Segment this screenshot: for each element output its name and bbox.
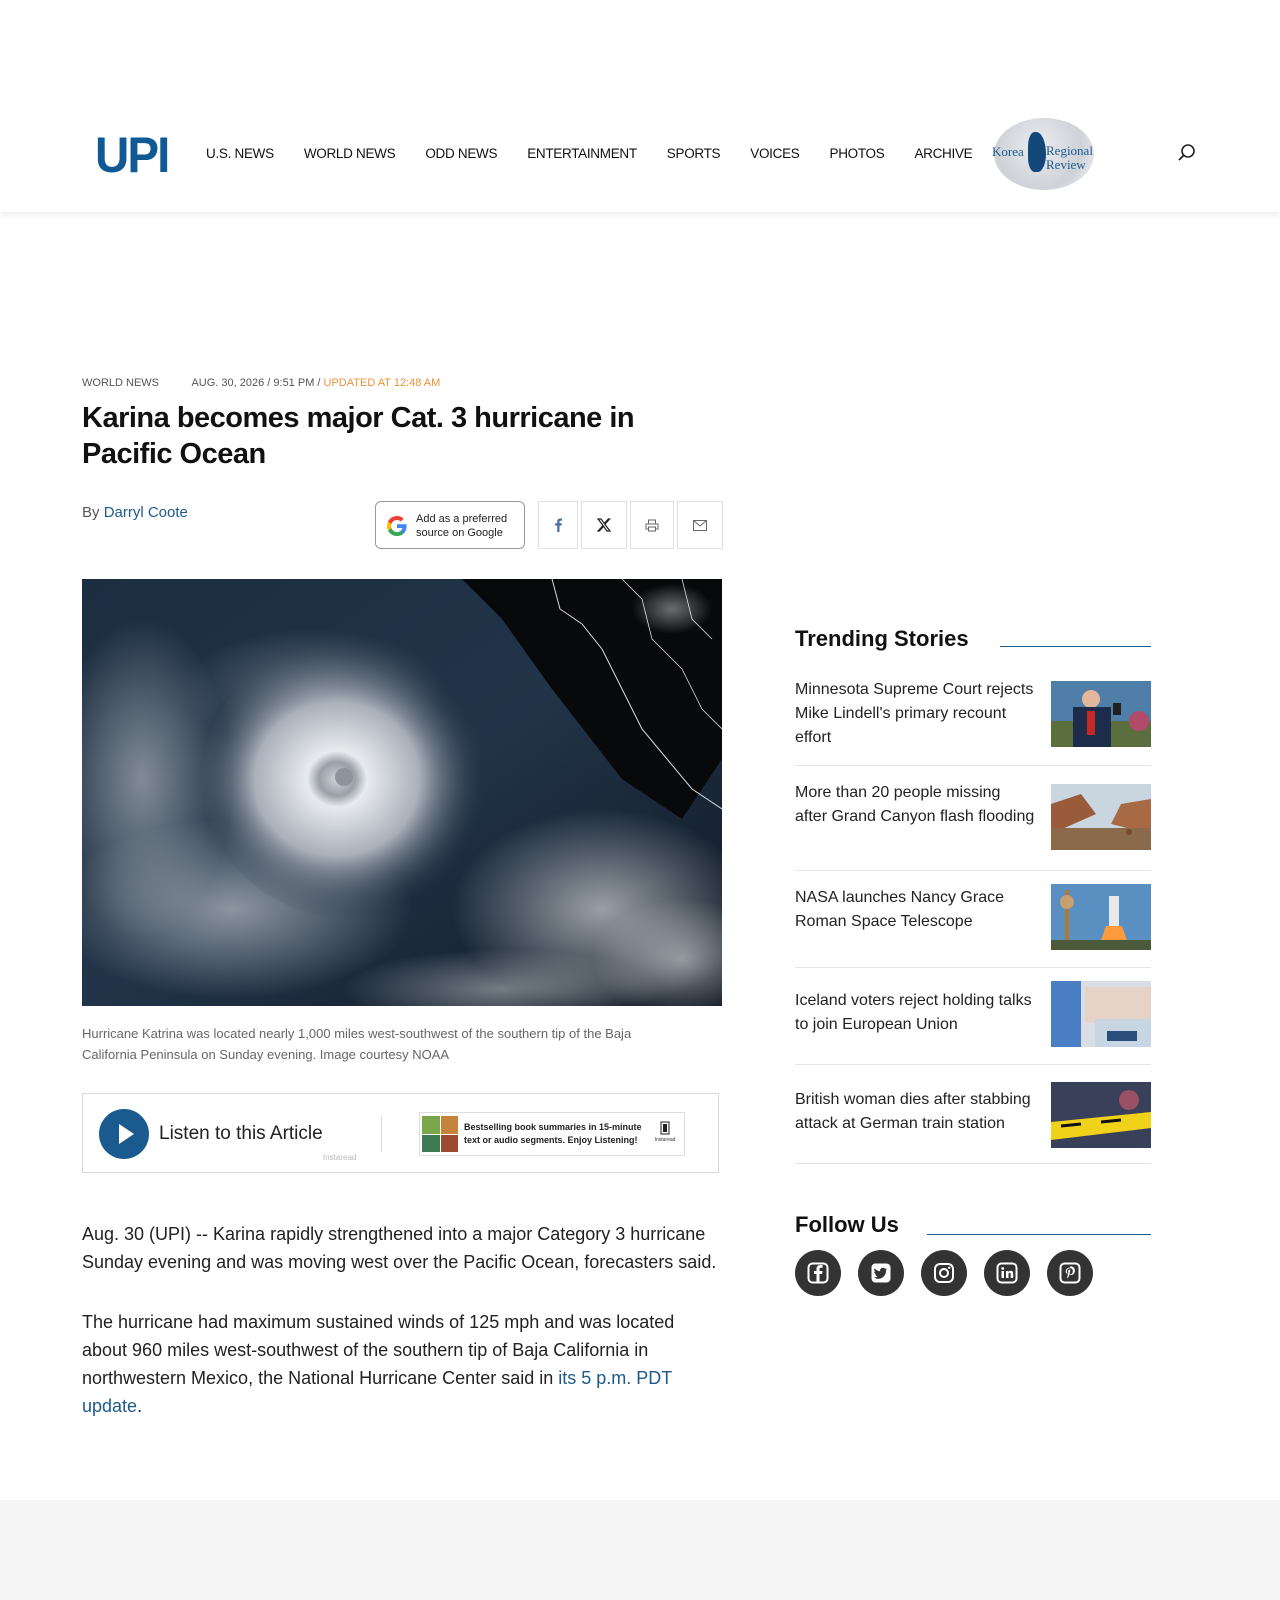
trending-title-3[interactable]: NASA launches Nancy Grace Roman Space Telescope bbox=[795, 889, 1004, 930]
image-caption: Hurricane Katrina was located nearly 1,000 miles west-southwest of the southern tip of the Baja California Peninsula on Sunday evening. Image courtesy NOAA bbox=[82, 1026, 632, 1062]
nhc-update-link[interactable]: its 5 p.m. PDT update bbox=[82, 1368, 672, 1416]
trending-title-4[interactable]: Iceland voters reject holding talks to join European Union bbox=[795, 992, 1032, 1033]
page-footer bbox=[0, 1500, 1280, 1600]
partner-logo-text-a: Korea bbox=[992, 144, 1024, 159]
google-icon bbox=[385, 514, 409, 538]
google-button-line2: source on Google bbox=[416, 527, 503, 539]
trending-thumb-5[interactable] bbox=[1051, 1082, 1151, 1148]
email-share-button[interactable] bbox=[677, 501, 723, 549]
linkedin-icon[interactable] bbox=[984, 1250, 1030, 1296]
facebook-share-button[interactable] bbox=[538, 501, 578, 549]
nav-archive[interactable]: ARCHIVE bbox=[914, 146, 973, 161]
twitter-icon[interactable] bbox=[858, 1250, 904, 1296]
nav-voices[interactable]: VOICES bbox=[750, 146, 800, 161]
ad-text: Bestselling book summaries in 15-minute text or audio segments. Enjoy Listening! bbox=[464, 1122, 642, 1145]
upi-logo[interactable]: UPI bbox=[95, 127, 169, 183]
trending-title-1[interactable]: Minnesota Supreme Court rejects Mike Lindell's primary recount effort bbox=[795, 681, 1034, 746]
site-header bbox=[0, 98, 1280, 212]
google-button-line1: Add as a preferred bbox=[416, 513, 508, 525]
article-updated: UPDATED AT 12:48 AM bbox=[323, 377, 441, 389]
follow-rule bbox=[927, 1234, 1151, 1235]
divider bbox=[381, 1116, 382, 1152]
trending-thumb-2[interactable] bbox=[1051, 784, 1151, 850]
follow-us-title: Follow Us bbox=[795, 1212, 899, 1237]
pinterest-icon[interactable] bbox=[1047, 1250, 1093, 1296]
facebook-icon bbox=[553, 518, 563, 532]
listen-label: Listen to this Article bbox=[159, 1123, 323, 1144]
trending-item-1[interactable] bbox=[795, 670, 1151, 766]
print-icon bbox=[645, 519, 659, 532]
trending-thumb-4[interactable] bbox=[1051, 981, 1151, 1047]
article-meta bbox=[82, 377, 440, 389]
partner-logo-text-b: Regional Review bbox=[1046, 143, 1093, 172]
main-nav bbox=[206, 146, 1002, 161]
author-link[interactable]: Darryl Coote bbox=[103, 504, 188, 521]
nav-world-news[interactable]: WORLD NEWS bbox=[303, 146, 396, 161]
paragraph-2-end: . bbox=[137, 1396, 143, 1416]
print-button[interactable] bbox=[630, 501, 674, 549]
listen-widget bbox=[82, 1093, 719, 1173]
trending-item-4[interactable] bbox=[795, 969, 1151, 1065]
ad-book-tiles bbox=[422, 1116, 458, 1152]
trending-title-5[interactable]: British woman dies after stabbing attack at German train station bbox=[795, 1091, 1031, 1132]
byline-prefix: By bbox=[82, 504, 100, 521]
google-preferred-source-button[interactable] bbox=[375, 501, 525, 549]
nav-photos[interactable]: PHOTOS bbox=[829, 146, 885, 161]
instaread-mark: Instaread bbox=[323, 1153, 357, 1162]
email-icon bbox=[693, 520, 707, 531]
trending-thumb-1[interactable] bbox=[1051, 681, 1151, 747]
instagram-icon[interactable] bbox=[921, 1250, 967, 1296]
trending-item-2[interactable] bbox=[795, 767, 1151, 871]
nav-sports[interactable]: SPORTS bbox=[666, 146, 721, 161]
korea-peninsula-graphic bbox=[1028, 132, 1046, 172]
trending-item-5[interactable] bbox=[795, 1066, 1151, 1164]
article-paragraph-2 bbox=[82, 1308, 722, 1420]
x-share-button[interactable] bbox=[581, 501, 627, 549]
instaread-logo bbox=[654, 1121, 676, 1147]
byline bbox=[82, 504, 188, 521]
trending-rule bbox=[1000, 646, 1151, 647]
ad-logo-text: Instaread bbox=[654, 1137, 676, 1143]
article-category[interactable]: WORLD NEWS bbox=[82, 377, 159, 389]
instaread-ad-banner[interactable] bbox=[419, 1112, 685, 1156]
hurricane-satellite-image[interactable] bbox=[82, 579, 722, 1006]
trending-thumb-3[interactable] bbox=[1051, 884, 1151, 950]
nav-entertainment[interactable]: ENTERTAINMENT bbox=[527, 146, 637, 161]
article-date: AUG. 30, 2026 / 9:51 PM / bbox=[191, 377, 321, 389]
google-button-text bbox=[416, 512, 507, 540]
korea-regional-review-logo[interactable] bbox=[990, 112, 1108, 194]
trending-title-2[interactable]: More than 20 people missing after Grand Canyon flash flooding bbox=[795, 784, 1035, 825]
search-icon[interactable] bbox=[1176, 142, 1198, 164]
nav-us-news[interactable]: U.S. NEWS bbox=[206, 146, 274, 161]
x-icon bbox=[597, 518, 611, 532]
trending-title: Trending Stories bbox=[795, 626, 969, 651]
facebook-icon[interactable] bbox=[795, 1250, 841, 1296]
nav-odd-news[interactable]: ODD NEWS bbox=[425, 146, 498, 161]
article-headline: Karina becomes major Cat. 3 hurricane in Pacific Ocean bbox=[82, 402, 635, 470]
article-paragraph-1: Aug. 30 (UPI) -- Karina rapidly strengthened into a major Category 3 hurricane Sunday evening and was moving west over the Pacific Ocean, forecasters said. bbox=[82, 1224, 717, 1272]
paragraph-2-text: The hurricane had maximum sustained winds of 125 mph and was located about 960 miles west-southwest of the southern tip of Baja California in northwestern Mexico, the National Hurricane Center said in bbox=[82, 1312, 675, 1388]
trending-item-3[interactable] bbox=[795, 872, 1151, 968]
play-icon[interactable] bbox=[99, 1109, 149, 1159]
